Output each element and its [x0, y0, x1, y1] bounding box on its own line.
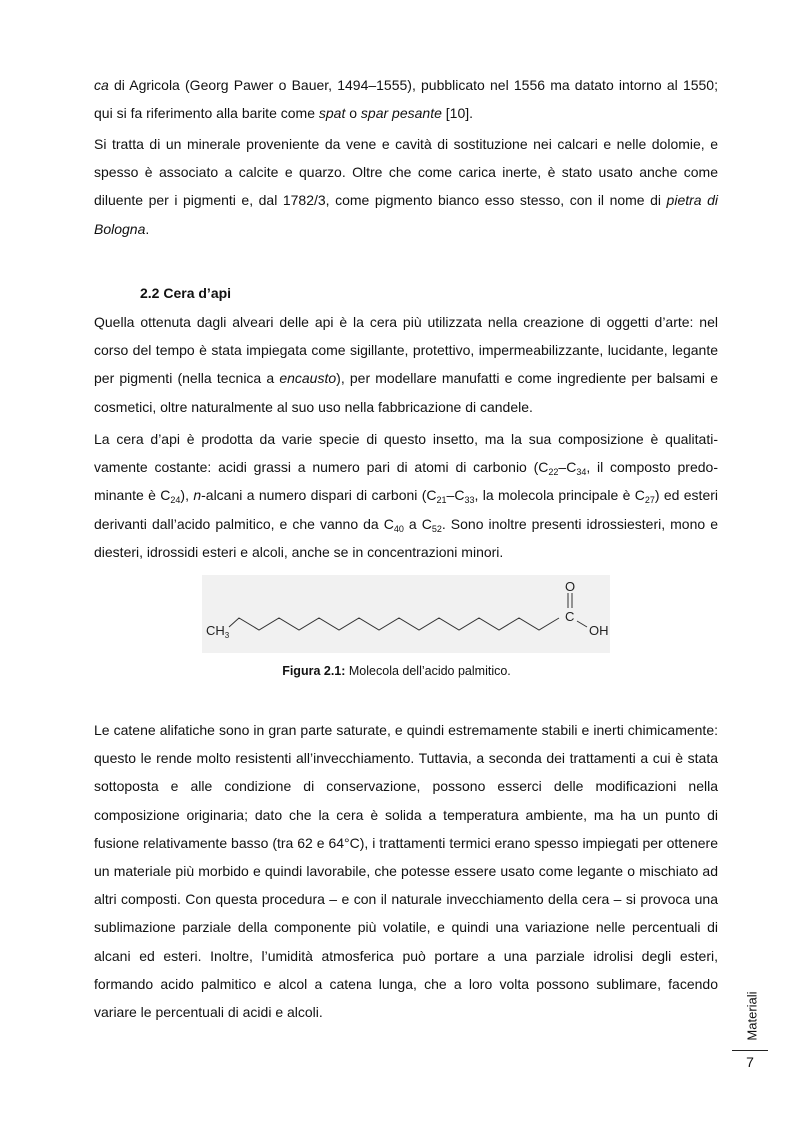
section-side-label: Materiali [744, 991, 760, 1041]
paragraph-agricola: ca di Agricola (Georg Pawer o Bauer, 1494–1555), pubblicato nel 1556 ma datato intorno al 1550; qui si fa riferimento alla barite come spat o spar pesante [10]. [94, 77, 718, 122]
paragraph-barite: Si tratta di un minerale proveniente da vene e cavità di sostituzione nei calcari e nelle dolomie, e spesso è associato a calcite e quarzo. Oltre che come carica inerte, è stato usato anche come diluente per i pigmenti e, dal 1782/3, come pigmento bianco esso stesso, con il nome di pietra di Bologna. [94, 136, 718, 237]
palmitic-acid-structure [202, 575, 610, 653]
figure-caption: Figura 2.1: Molecola dell’acido palmitico. [282, 664, 511, 678]
paragraph-cera-composition: La cera d’api è prodotta da varie specie di questo insetto, ma la sua composizione è qualitativamente costante: acidi grassi a numero pari di atomi di carbonio ($C_{22}-C_{34}$, il composto predominante è $C_{24}$), n-alcani a numero dispari di carboni ($C_{21}-C_{33}$, la molecola principale è $C_{27}$) ed esteri derivanti dall’acido palmitico, e che vanno da $C_{40}$ a $C_{52}$. Sono inoltre presenti idrossiesteri, mono e diesteri, idrossidi esteri e alcoli, anche se in concentrazioni minori. [94, 431, 719, 560]
paragraph-aliphatic-chains: Le catene alifatiche sono in gran parte saturate, e quindi estremamente stabili e inerti chimicamente: questo le rende molto resistenti all’invecchiamento. Tuttavia, a seconda dei trattamenti a cui è stata sottoposta e alle condizione di conservazione, possono esserci delle modificazioni nella composizione originaria; dato che la cera è solida a temperatura ambiente, ma ha un punto di fusione relativamente basso (tra 62 e 64°C), i trattamenti termici erano spesso impiegati per ottenere un materiale più morbido e quindi lavorabile, che potesse essere usato come legante o mischiato ad altri composti. Con questa procedura – e con il naturale invecchiamento della cera – si provoca una sublimazione parziale della componente più volatile, e quindi una variazione nelle percentuali di alcani ed esteri. Inoltre, l’umidità atmosferica può portare a una parziale idrolisi degli esteri, formando acido palmitico e alcol a catena lunga, che a loro volta possono sublimare, facendo variare le percentuali di acidi e alcoli. [94, 722, 718, 1021]
footer-divider [732, 1050, 768, 1051]
hydroxyl-label: OH [589, 623, 609, 638]
carbon-chain [229, 618, 559, 630]
carbonyl-carbon-label: C [565, 609, 575, 624]
page-number: 7 [746, 1054, 754, 1070]
palmitic-acid-figure [202, 575, 610, 653]
paragraph-cera-uses: Quella ottenuta dagli alveari delle api è la cera più utilizzata nella creazione di oggetti d’arte: nel corso del tempo è stata impiegata come sigillante, protettivo, impermeabilizzante, lucidante, legante per pigmenti (nella tecnica a encausto), per modellare manufatti e come ingrediente per balsami e cosmetici, oltre naturalmente al suo uso nella fabbricazione di candele. [94, 314, 718, 415]
hydroxyl-bond [577, 621, 587, 627]
section-heading: 2.2 Cera d’api [140, 285, 232, 301]
oxygen-label: O [565, 579, 576, 594]
methyl-label: $CH_3$ [206, 623, 230, 640]
